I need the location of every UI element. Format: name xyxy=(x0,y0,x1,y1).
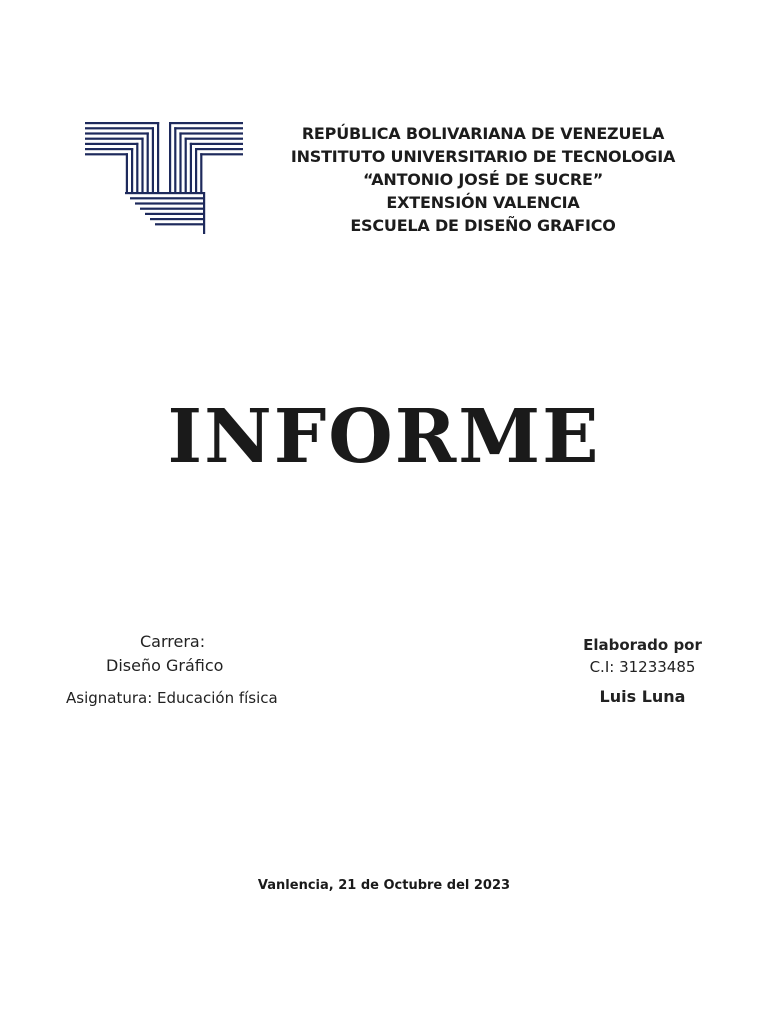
document-date: Vanlencia, 21 de Octubre del 2023 xyxy=(257,878,511,893)
header-line-country: REPÚBLICA BOLIVARIANA DE VENEZUELA xyxy=(301,124,665,143)
id-number: C.I: 31233485 xyxy=(589,658,696,676)
iutas-logo-icon xyxy=(85,122,243,234)
header-line-school: ESCUELA DE DISEÑO GRAFICO xyxy=(350,216,616,235)
header-line-name: “ANTONIO JOSÉ DE SUCRE” xyxy=(362,170,604,189)
author-info xyxy=(560,634,725,708)
subject-text: Asignatura: Educación física xyxy=(66,689,278,707)
author-name: Luis Luna xyxy=(599,687,686,706)
career-label: Carrera: xyxy=(140,632,206,651)
header-line-institute: INSTITUTO UNIVERSITARIO DE TECNOLOGIA xyxy=(290,147,676,166)
institution-header xyxy=(268,122,698,237)
prepared-by-label: Elaborado por xyxy=(583,636,702,654)
header-line-extension: EXTENSIÓN VALENCIA xyxy=(386,193,580,212)
career-value: Diseño Gráfico xyxy=(106,656,224,675)
document-title: INFORME xyxy=(167,394,601,480)
